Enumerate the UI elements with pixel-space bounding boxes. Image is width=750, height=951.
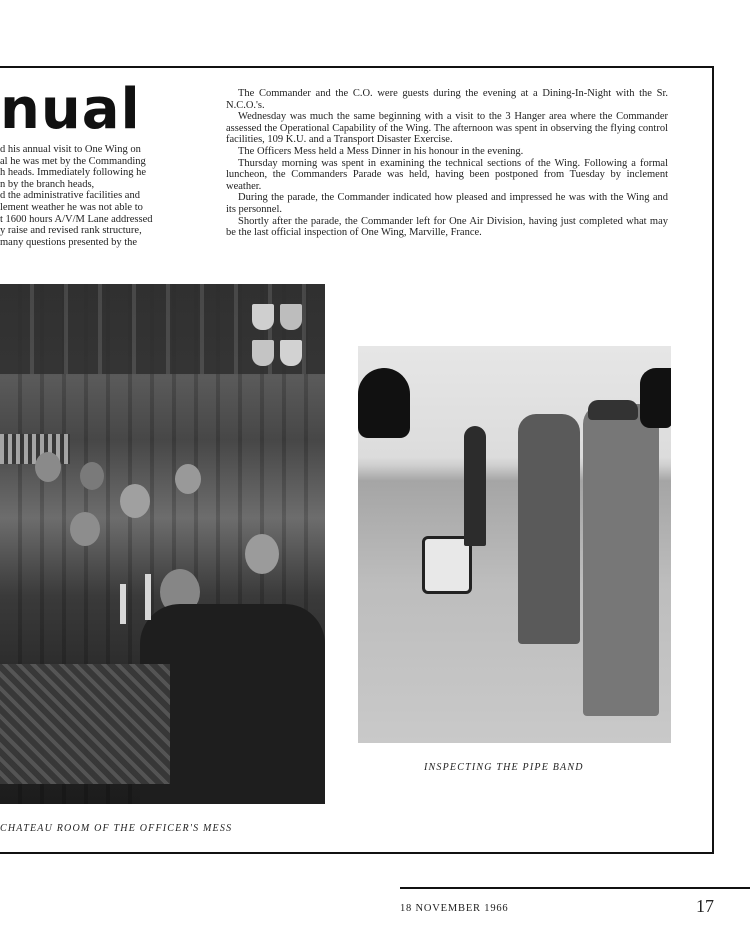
left-column-line: n by the branch heads, <box>0 178 95 190</box>
article-headline: nual <box>0 77 141 142</box>
article-left-column <box>0 144 196 248</box>
left-column-line: d the administrative facilities and <box>0 190 140 202</box>
table-candles <box>145 574 151 620</box>
left-column-line: d his annual visit to One Wing on <box>0 144 141 155</box>
right-column-paragraph: The Officers Mess held a Mess Dinner in his honour in the evening. <box>238 145 524 157</box>
frame-right-rule <box>712 66 714 854</box>
bearskin-hat <box>640 368 671 428</box>
right-column-paragraph: The Commander and the C.O. were guests during the evening at a Dining-In-Night with the Sr. N.C.O.'s. <box>226 88 668 111</box>
page-number: 17 <box>696 896 714 916</box>
right-column-paragraph: Shortly after the parade, the Commander left for One Air Division, having just completed what may be the last official inspection of One Wing, Marville, France. <box>226 215 668 239</box>
diner-head <box>80 462 104 490</box>
left-column-line: al he was met by the Commanding <box>0 155 146 167</box>
issue-date: 18 NOVEMBER 1966 <box>400 903 509 914</box>
wall-crest <box>280 304 302 330</box>
wall-crest <box>252 340 274 366</box>
pipe-band-photo <box>358 346 671 743</box>
frame-bottom-rule <box>0 852 714 854</box>
table-candles <box>120 584 126 624</box>
left-column-line: lement weather he was not able to <box>0 201 143 213</box>
commander-cap <box>588 400 638 420</box>
dining-photo-caption: CHATEAU ROOM OF THE OFFICER'S MESS <box>0 823 233 834</box>
right-column-paragraph: Thursday morning was spent in examining the technical sections of the Wing. Following a formal luncheon, the Commanders Parade was held, having been postponed from Tuesday by inclement weather. <box>226 157 668 192</box>
dining-room-photo <box>0 284 325 804</box>
background-piper <box>464 426 486 546</box>
commander-figure <box>583 404 659 716</box>
left-column-line: y raise and revised rank structure, <box>0 225 142 237</box>
dining-table <box>0 664 170 784</box>
pipe-band-photo-caption: INSPECTING THE PIPE BAND <box>424 762 584 773</box>
diner-head <box>175 464 201 494</box>
footer-rule <box>400 887 750 889</box>
diner-head <box>70 512 100 546</box>
diner-head <box>120 484 150 518</box>
wall-crest <box>252 304 274 330</box>
right-column-paragraph: Wednesday was much the same beginning with a visit to the 3 Hanger area where the Commander assessed the Operational Capability of the Wing. The afternoon was spent in observing the flying control facilities, 109 K.U. and a Transport Disaster Exercise. <box>226 111 668 146</box>
officer-figure <box>518 414 580 644</box>
frame-top-rule <box>0 66 714 68</box>
right-column-paragraph: During the parade, the Commander indicated how pleased and impressed he was with the Wing and its personnel. <box>226 192 668 215</box>
diner-head <box>35 452 61 482</box>
wall-crest <box>280 340 302 366</box>
left-column-line: many questions presented by the <box>0 236 138 248</box>
wood-panel <box>0 284 325 374</box>
left-column-line: t 1600 hours A/V/M Lane addressed <box>0 213 153 225</box>
article-right-column <box>226 88 668 239</box>
bearskin-hat <box>358 368 410 438</box>
left-column-line: h heads. Immediately following he <box>0 167 147 179</box>
piper-figure <box>366 436 430 696</box>
diner-head <box>245 534 279 574</box>
